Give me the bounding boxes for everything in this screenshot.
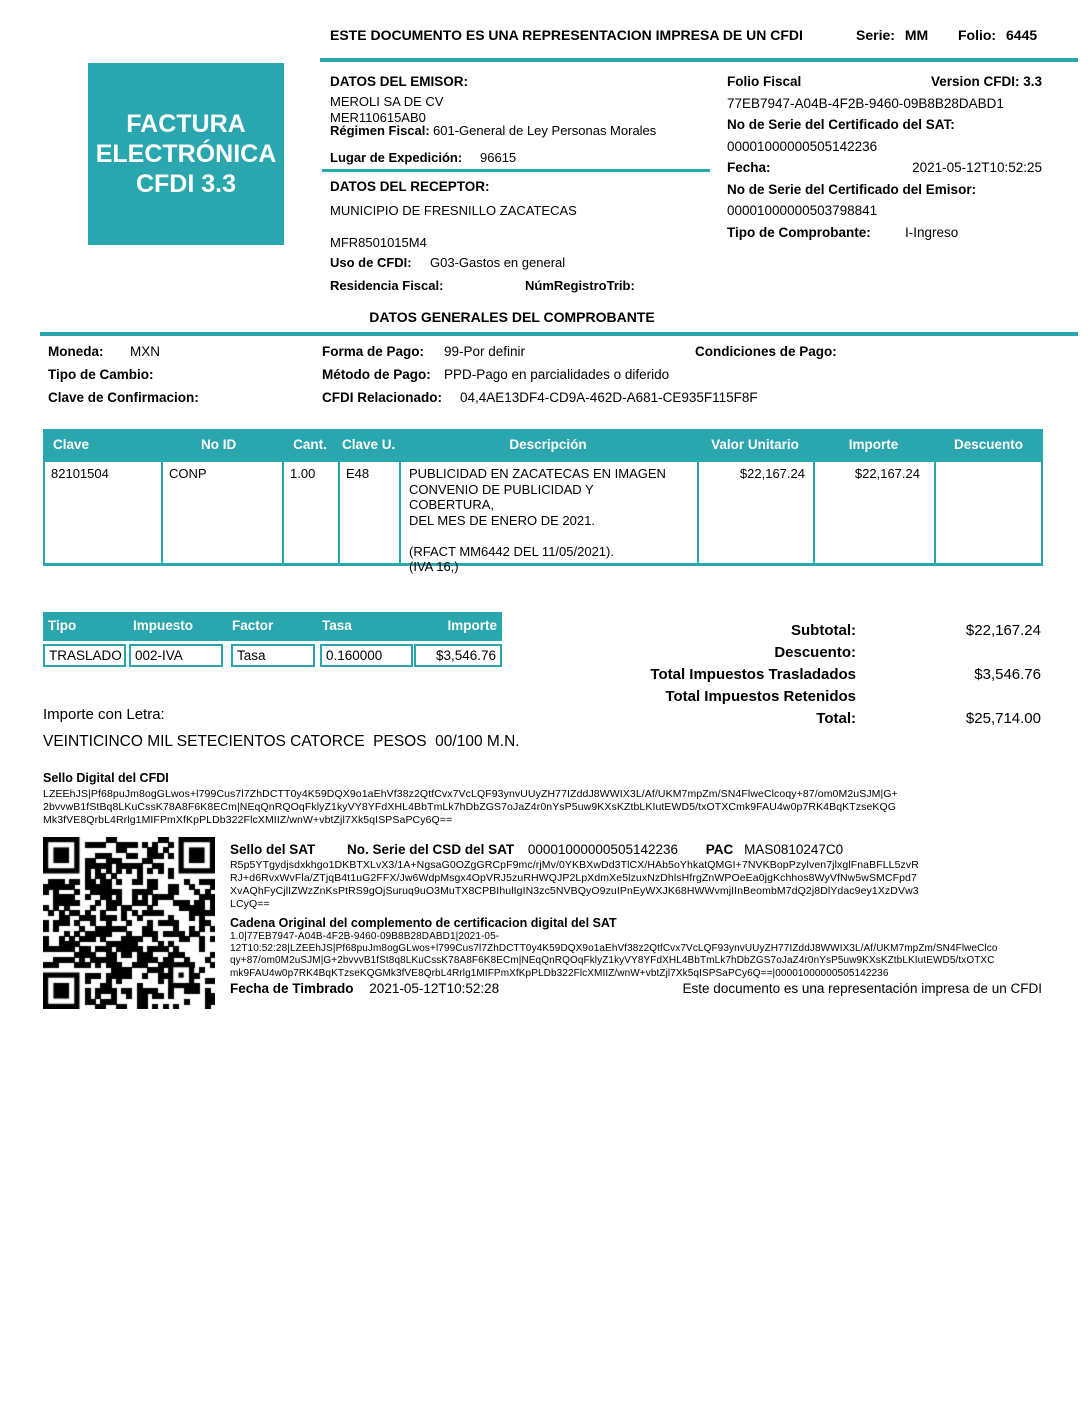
cfdi-relacionado-value: 04,4AE13DF4-CD9A-462D-A681-CE935F115F8F <box>460 390 758 405</box>
emisor-cert-value: 00001000000503798841 <box>727 203 878 218</box>
clave-confirmacion-label: Clave de Confirmacion: <box>48 390 199 405</box>
tipo-comprobante-label: Tipo de Comprobante: <box>727 225 871 240</box>
folio-label: Folio: <box>958 27 997 43</box>
version-cfdi-label: Version CFDI: 3.3 <box>930 74 1042 89</box>
item-clave: 82101504 <box>45 462 163 563</box>
regimen-label: Régimen Fiscal: <box>330 123 430 138</box>
descuento-value <box>856 644 1041 666</box>
tax-table-header <box>43 612 502 641</box>
tax-row <box>43 644 502 667</box>
cadena-original-title: Cadena Original del complemento de certificacion digital del SAT <box>230 916 617 930</box>
total-row-retenidos <box>560 688 1041 710</box>
subtotal-label: Subtotal: <box>791 622 856 639</box>
tipo-comprobante-value: I-Ingreso <box>905 225 959 240</box>
numregistro-label: NúmRegistroTrib: <box>525 278 635 293</box>
item-cant: 1.00 <box>284 462 340 563</box>
tipo-comprobante-row <box>727 225 958 240</box>
lugar-label: Lugar de Expedición: <box>330 150 463 165</box>
forma-pago-value: 99-Por definir <box>444 344 526 359</box>
regimen-value: 601-General de Ley Personas Morales <box>433 123 657 138</box>
sello-cfdi-title: Sello Digital del CFDI <box>43 771 169 785</box>
emisor-name: MEROLI SA DE CV <box>330 94 444 109</box>
total-label: Total: <box>816 710 856 727</box>
badge-line2: ELECTRÓNICA <box>95 140 277 168</box>
item-row <box>43 460 1043 574</box>
fecha-label: Fecha: <box>727 160 771 175</box>
fecha-value: 2021-05-12T10:52:25 <box>912 160 1042 175</box>
col-importe: Importe <box>848 437 899 452</box>
tipo-cambio-label: Tipo de Cambio: <box>48 367 154 382</box>
emisor-divider <box>322 169 710 172</box>
serie-label: Serie: <box>856 27 895 43</box>
totals-block <box>560 622 1041 732</box>
uso-cfdi-value: G03-Gastos en general <box>430 255 566 270</box>
trasladados-label: Total Impuestos Trasladados <box>650 666 856 683</box>
tax-tipo: TRASLADO <box>43 644 126 667</box>
trasladados-value: $3,546.76 <box>974 666 1041 683</box>
regimen-row <box>330 123 656 138</box>
timbrado-label: Fecha de Timbrado <box>230 981 354 996</box>
total-row-total <box>560 710 1041 732</box>
lugar-value: 96615 <box>480 150 517 165</box>
receptor-name: MUNICIPIO DE FRESNILLO ZACATECAS <box>330 203 577 218</box>
importe-letra-label: Importe con Letra: <box>43 706 165 723</box>
timbrado-value: 2021-05-12T10:52:28 <box>369 981 500 996</box>
uso-cfdi-row <box>330 255 565 270</box>
emisor-rfc: MER110615AB0 <box>330 110 426 125</box>
total-value: $25,714.00 <box>965 710 1041 727</box>
top-divider <box>320 58 1078 62</box>
tax-importe: $3,546.76 <box>414 644 502 667</box>
forma-pago-label: Forma de Pago: <box>322 344 425 359</box>
timbrado-row <box>230 981 499 996</box>
items-table-header <box>43 429 1043 460</box>
item-descripcion: PUBLICIDAD EN ZACATECAS EN IMAGEN CONVENIO DE PUBLICIDAD Y COBERTURA, DEL MES DE ENERO DE 2021. (RFACT MM6442 DEL 11/05/2021). (IVA 16,) <box>401 462 699 563</box>
col-descripcion: Descripción <box>509 437 587 452</box>
item-claveu: E48 <box>340 462 401 563</box>
pac-label: PAC <box>705 842 734 857</box>
folio-fiscal-row <box>727 74 1042 89</box>
descuento-label: Descuento: <box>774 644 856 661</box>
tax-impuesto: 002-IVA <box>129 644 223 667</box>
tax-table <box>43 612 502 663</box>
sello-sat-lines: R5p5YTgydjsdxkhgo1DKBTXLvX3/1A+NgsaG0OZgGRCpF9mc/rjMv/0YKBXwDd3TlCX/HAb5oYhkatQMGI+7NVKBopPzylven7jlxglFnaBFLL5zvR RJ+d6RvxWvFla/ZTjqB4t1uG2FFX/Jw6WdpMsgx4OpVRJ5zuRHWQJP2LpXdmXe5lzuxNzDhlsHfrgZnWPOeEa0jgKchhos8WyVfNw5wSMCFpd7 XvAQhFyCjlIZWzZnKsPtRS9gOjSuruq9uO3MuTX8CPBIhulIgIN3zc5NVBQyO9zuIPnEyWXJK68HWWvmjIInBeombM7dQ2j8DlYdac9ey1XzDVw3 LCyQ== <box>230 859 919 910</box>
sello-cfdi-lines: LZEEhJS|Pf68puJm8ogGLwos+l799Cus7l7ZhDCTT0y4K59DQX9o1aEhVf38z2QtfCvx7VcLQF93ynvUUyZH77IZddJ8WWIX3L/Af/UKM7mpZm/SN4FlweClcoqy+87/om0M2uSJM|G+ 2bvvwB1fStBq8LKuCssK78A8F6K8ECm|NEqQnRQOqFklyZ1kyVY8YFdXHL4BbTmLk7hDbZGS7oJaZ4r0nYsP5uw9KXsKZtbLKIutEWD5/txOTXCmk9FAU4w0p7RK4BqKTzseKQG Mk3fVE8QrbL4Rrlg1MIFPmXfKpPLDb322FlcXMIIZ/wnW+vbtZjl7Xk5qISPSaPCy6Q== <box>43 788 898 826</box>
receptor-rfc: MFR8501015M4 <box>330 235 427 250</box>
folio-fiscal-label: Folio Fiscal <box>727 74 802 89</box>
csd-sat-value: 00001000000505142236 <box>527 842 679 857</box>
emisor-title: DATOS DEL EMISOR: <box>330 74 469 89</box>
tax-col-factor: Factor <box>232 618 274 633</box>
col-valor-unitario: Valor Unitario <box>711 437 799 452</box>
sat-cert-value: 00001000000505142236 <box>727 139 878 154</box>
items-table <box>43 429 1043 574</box>
col-noid: No ID <box>201 437 237 452</box>
item-noid: CONP <box>163 462 284 563</box>
col-descuento: Descuento <box>953 437 1024 452</box>
sello-sat-label: Sello del SAT <box>230 842 316 857</box>
top-note: ESTE DOCUMENTO ES UNA REPRESENTACION IMPRESA DE UN CFDI <box>330 27 803 43</box>
tax-col-importe: Importe <box>447 618 497 633</box>
receptor-title: DATOS DEL RECEPTOR: <box>330 179 490 194</box>
item-valor-unitario: $22,167.24 <box>699 462 815 563</box>
serie-row <box>856 27 928 43</box>
tax-col-tasa: Tasa <box>322 618 352 633</box>
moneda-label: Moneda: <box>48 344 104 359</box>
item-importe: $22,167.24 <box>815 462 936 563</box>
folio-row <box>958 27 1037 43</box>
serie-value: MM <box>904 27 929 43</box>
qr-code <box>43 837 215 1009</box>
uso-cfdi-label: Uso de CFDI: <box>330 255 412 270</box>
folio-value: 6445 <box>1006 27 1038 43</box>
total-row-subtotal <box>560 622 1041 644</box>
tax-col-tipo: Tipo <box>48 618 77 633</box>
uuid-value: 77EB7947-A04B-4F2B-9460-09B8B28DABD1 <box>727 96 1004 111</box>
tax-tasa: 0.160000 <box>320 644 413 667</box>
importe-letra-value: VEINTICINCO MIL SETECIENTOS CATORCE PESOS 00/100 M.N. <box>43 733 520 750</box>
item-descuento <box>936 462 1041 563</box>
col-claveu: Clave U. <box>342 437 396 452</box>
retenidos-label: Total Impuestos Retenidos <box>665 688 856 705</box>
metodo-pago-value: PPD-Pago en parcialidades o diferido <box>444 367 670 382</box>
residencia-label: Residencia Fiscal: <box>330 278 444 293</box>
fecha-row <box>727 160 1042 175</box>
col-clave: Clave <box>53 437 90 452</box>
moneda-value: MXN <box>130 344 160 359</box>
csd-sat-label: No. Serie del CSD del SAT <box>347 842 515 857</box>
metodo-pago-label: Método de Pago: <box>322 367 431 382</box>
tax-col-impuesto: Impuesto <box>133 618 194 633</box>
subtotal-value: $22,167.24 <box>965 622 1041 639</box>
cfdi-relacionado-label: CFDI Relacionado: <box>322 390 443 405</box>
tax-factor: Tasa <box>231 644 315 667</box>
retenidos-value <box>856 688 1041 710</box>
emisor-cert-label: No de Serie del Certificado del Emisor: <box>727 182 977 197</box>
sello-sat-row <box>230 842 843 857</box>
total-row-descuento <box>560 644 1041 666</box>
lugar-row <box>330 150 516 165</box>
condiciones-label: Condiciones de Pago: <box>695 344 837 359</box>
residencia-row <box>330 278 635 293</box>
factura-badge <box>88 63 284 245</box>
footer-note: Este documento es una representación impresa de un CFDI <box>682 981 1042 996</box>
total-row-trasladados <box>560 666 1041 688</box>
badge-line3: CFDI 3.3 <box>135 170 237 198</box>
sat-cert-label: No de Serie del Certificado del SAT: <box>727 117 955 132</box>
badge-line1: FACTURA <box>126 110 246 138</box>
generales-title: DATOS GENERALES DEL COMPROBANTE <box>369 309 655 325</box>
generales-divider <box>40 332 1078 336</box>
pac-value: MAS0810247C0 <box>744 842 844 857</box>
cadena-original-lines: 1.0|77EB7947-A04B-4F2B-9460-09B8B28DABD1|2021-05- 12T10:52:28|LZEEhJS|Pf68puJm8ogGLwos+l799Cus7l7ZhDCTT0y4K59DQX9o1aEhVf38z2QtfCvx7VcLQF93ynvUUyZH77IZddJ8WWIX3L/Af/UKM7mpZm/SN4FlweClco qy+87/om0M2uSJM|G+2bvvvB1fSt8q8LKuCssK78A8F6K8ECm|NEqQnRQOqFklyZ1kyVY8YFdXHL4BbTmLk7hDbZGS7oJaZ4r0nYsP5uw9KXsKZtbLKIutEWD5/txOTXC mk9FAU4w0p7RK4BqKTzseKQGMk3fVE8QrbL4Rrlg1MIFPmXfKpPLDb322FlcXMIIZ/wnW+vbtZjl7Xk5qISPSaPCy6Q==|00001000000505142236 <box>230 931 998 979</box>
col-cant: Cant. <box>293 437 327 452</box>
